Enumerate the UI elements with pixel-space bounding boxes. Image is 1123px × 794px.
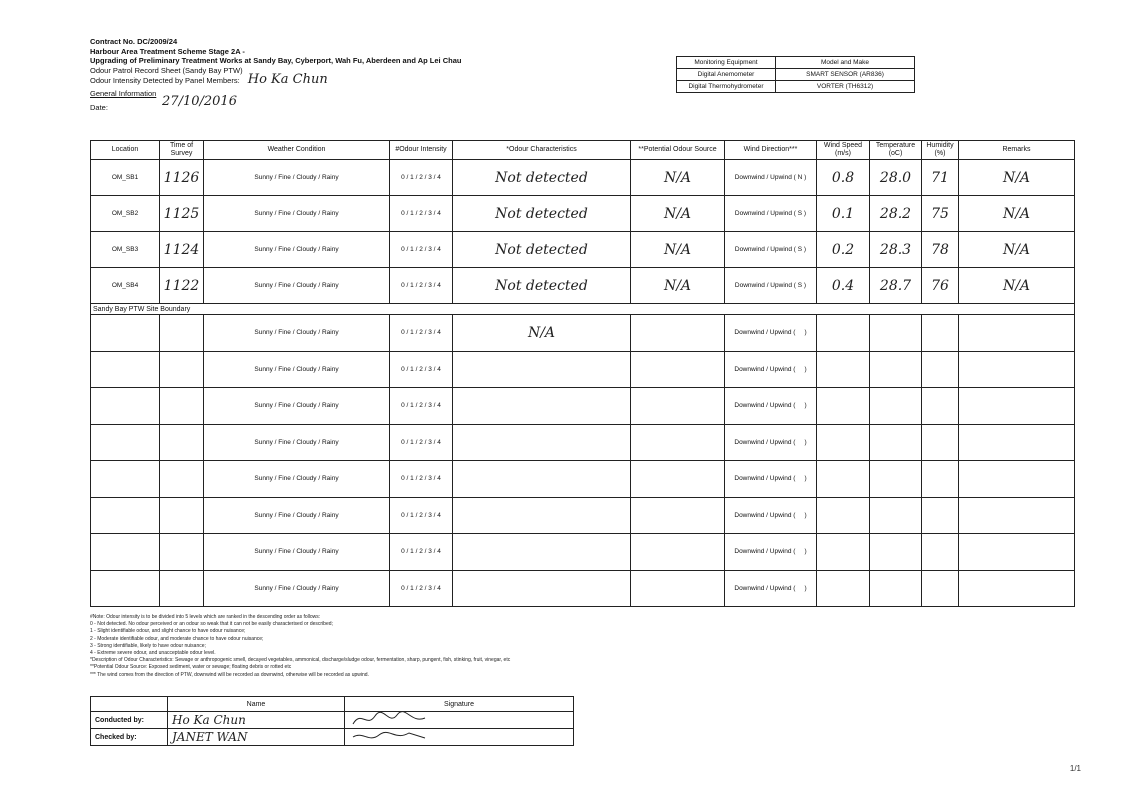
temperature-cell: 28.2 xyxy=(870,196,922,232)
wind-direction-cell: Downwind / Upwind ( S ) xyxy=(725,268,817,304)
wind-speed-cell: 0.1 xyxy=(817,196,870,232)
col-wind-speed: Wind Speed (m/s) xyxy=(817,141,870,160)
table-row xyxy=(91,315,1075,352)
name-header: Name xyxy=(168,697,345,712)
time-cell: 1125 xyxy=(160,196,204,232)
intensity-cell: 0 / 1 / 2 / 3 / 4 xyxy=(390,232,453,268)
characteristics-cell: Not detected xyxy=(453,268,631,304)
characteristics-cell xyxy=(453,388,631,425)
source-cell: N/A xyxy=(631,160,725,196)
note-line: 3 - Strong identifiable, likely to have odour nuisance; xyxy=(90,642,206,649)
table-row xyxy=(91,424,1075,461)
date-label: Date: xyxy=(90,103,108,112)
characteristics-cell xyxy=(453,497,631,534)
time-cell: 1126 xyxy=(160,160,204,196)
footnotes xyxy=(90,614,510,679)
equipment-name: Digital Anemometer xyxy=(677,69,776,81)
conducted-by-name: Ho Ka Chun xyxy=(168,712,345,729)
characteristics-cell xyxy=(453,351,631,388)
wind-direction-cell: Downwind / Upwind ( ) xyxy=(725,315,817,352)
equipment-model: SMART SENSOR (AR836) xyxy=(776,69,915,81)
wind-speed-cell: 0.4 xyxy=(817,268,870,304)
conducted-by-label: Conducted by: xyxy=(91,712,168,729)
section-row xyxy=(91,304,1075,315)
weather-cell: Sunny / Fine / Cloudy / Rainy xyxy=(204,388,390,425)
wind-direction-cell: Downwind / Upwind ( ) xyxy=(725,388,817,425)
intensity-cell: 0 / 1 / 2 / 3 / 4 xyxy=(390,160,453,196)
intensity-cell: 0 / 1 / 2 / 3 / 4 xyxy=(390,268,453,304)
panel-members-value: Ho Ka Chun xyxy=(247,72,328,87)
col-source: **Potential Odour Source xyxy=(631,141,725,160)
col-weather: Weather Condition xyxy=(204,141,390,160)
table-row xyxy=(91,461,1075,498)
col-humidity: Humidity (%) xyxy=(922,141,959,160)
wind-direction-cell: Downwind / Upwind ( ) xyxy=(725,534,817,571)
remarks-cell: N/A xyxy=(959,160,1075,196)
intensity-cell: 0 / 1 / 2 / 3 / 4 xyxy=(390,424,453,461)
wind-direction-cell: Downwind / Upwind ( S ) xyxy=(725,232,817,268)
intensity-cell: 0 / 1 / 2 / 3 / 4 xyxy=(390,570,453,607)
equipment-model: VORTER (TH6312) xyxy=(776,81,915,93)
wind-direction-cell: Downwind / Upwind ( ) xyxy=(725,461,817,498)
time-cell: 1124 xyxy=(160,232,204,268)
table-row xyxy=(91,497,1075,534)
general-info-heading: General Information xyxy=(90,88,157,98)
checked-by-signature xyxy=(345,729,574,746)
wind-speed-cell: 0.8 xyxy=(817,160,870,196)
wind-direction-cell: Downwind / Upwind ( ) xyxy=(725,570,817,607)
wind-direction-cell: Downwind / Upwind ( ) xyxy=(725,351,817,388)
table-row xyxy=(91,570,1075,607)
checked-by-name: JANET WAN xyxy=(168,729,345,746)
conducted-by-signature xyxy=(345,712,574,729)
table-header-row xyxy=(91,141,1075,160)
wind-direction-cell: Downwind / Upwind ( ) xyxy=(725,424,817,461)
note-line: *** The wind comes from the direction of PTW, downwind will be recorded as downwind, otherwise will be recorded as upwind. xyxy=(90,671,369,678)
signoff-table xyxy=(90,696,574,746)
humidity-cell: 78 xyxy=(922,232,959,268)
temperature-cell: 28.3 xyxy=(870,232,922,268)
table-row xyxy=(91,388,1075,425)
model-header: Model and Make xyxy=(776,57,915,69)
weather-cell: Sunny / Fine / Cloudy / Rainy xyxy=(204,497,390,534)
panel-members-label: Odour Intensity Detected by Panel Members: Ho Ka Chun xyxy=(90,72,328,87)
weather-cell: Sunny / Fine / Cloudy / Rainy xyxy=(204,534,390,571)
humidity-cell: 76 xyxy=(922,268,959,304)
col-characteristics: *Odour Characteristics xyxy=(453,141,631,160)
table-row xyxy=(91,160,1075,196)
note-line: *Description of Odour Characteristics: Sewage or anthropogenic smell, decayed vegetables, ammonical, discharge/sludge odour, fermentation, sharp, pungent, fish, stinking, fruit, vinegar, etc xyxy=(90,657,511,664)
wind-direction-cell: Downwind / Upwind ( ) xyxy=(725,497,817,534)
location-cell: OM_SB1 xyxy=(91,160,160,196)
note-line: 1 - Slight identifiable odour, and slight chance to have odour nuisance; xyxy=(90,628,246,635)
col-location: Location xyxy=(91,141,160,160)
signature-header: Signature xyxy=(345,697,574,712)
temperature-cell: 28.7 xyxy=(870,268,922,304)
note-line: 2 - Moderate identifiable odour, and moderate chance to have odour nuisance; xyxy=(90,635,264,642)
equipment-table xyxy=(676,56,915,93)
page-number: 1/1 xyxy=(1069,764,1081,773)
characteristics-cell xyxy=(453,534,631,571)
weather-cell: Sunny / Fine / Cloudy / Rainy xyxy=(204,461,390,498)
intensity-cell: 0 / 1 / 2 / 3 / 4 xyxy=(390,461,453,498)
characteristics-cell: N/A xyxy=(453,315,631,352)
location-cell: OM_SB4 xyxy=(91,268,160,304)
signature-scribble xyxy=(349,729,429,743)
weather-cell: Sunny / Fine / Cloudy / Rainy xyxy=(204,315,390,352)
characteristics-cell: Not detected xyxy=(453,160,631,196)
intensity-cell: 0 / 1 / 2 / 3 / 4 xyxy=(390,196,453,232)
equipment-header: Monitoring Equipment xyxy=(677,57,776,69)
weather-cell: Sunny / Fine / Cloudy / Rainy xyxy=(204,570,390,607)
signature-scribble xyxy=(349,712,429,726)
weather-cell: Sunny / Fine / Cloudy / Rainy xyxy=(204,268,390,304)
wind-speed-cell: 0.2 xyxy=(817,232,870,268)
weather-cell: Sunny / Fine / Cloudy / Rainy xyxy=(204,232,390,268)
weather-cell: Sunny / Fine / Cloudy / Rainy xyxy=(204,160,390,196)
col-temperature: Temperature (oC) xyxy=(870,141,922,160)
source-cell: N/A xyxy=(631,196,725,232)
col-wind-direction: Wind Direction*** xyxy=(725,141,817,160)
contract-number: Contract No. DC/2009/24 xyxy=(90,37,178,46)
humidity-cell: 71 xyxy=(922,160,959,196)
time-cell: 1122 xyxy=(160,268,204,304)
weather-cell: Sunny / Fine / Cloudy / Rainy xyxy=(204,424,390,461)
document-header xyxy=(90,37,461,113)
note-line: 4 - Extreme severe odour, and unacceptable odour level. xyxy=(90,650,216,657)
remarks-cell: N/A xyxy=(959,232,1075,268)
source-cell: N/A xyxy=(631,268,725,304)
table-row xyxy=(91,534,1075,571)
characteristics-cell: Not detected xyxy=(453,232,631,268)
weather-cell: Sunny / Fine / Cloudy / Rainy xyxy=(204,351,390,388)
intensity-cell: 0 / 1 / 2 / 3 / 4 xyxy=(390,315,453,352)
table-row xyxy=(91,351,1075,388)
remarks-cell: N/A xyxy=(959,196,1075,232)
intensity-cell: 0 / 1 / 2 / 3 / 4 xyxy=(390,534,453,571)
characteristics-cell xyxy=(453,461,631,498)
col-remarks: Remarks xyxy=(959,141,1075,160)
source-cell: N/A xyxy=(631,232,725,268)
intensity-cell: 0 / 1 / 2 / 3 / 4 xyxy=(390,351,453,388)
weather-cell: Sunny / Fine / Cloudy / Rainy xyxy=(204,196,390,232)
temperature-cell: 28.0 xyxy=(870,160,922,196)
odour-patrol-table xyxy=(90,140,1075,607)
note-line: 0 - Not detected. No odour perceived or an odour so weak that it can not be easily characterised or described; xyxy=(90,621,333,628)
table-row xyxy=(91,196,1075,232)
upgrading-title: Upgrading of Preliminary Treatment Works at Sandy Bay, Cyberport, Wah Fu, Aberdeen and Ap Lei Chau xyxy=(90,56,462,65)
table-row xyxy=(91,232,1075,268)
note-line: **Potential Odour Source: Exposed sediment, water or sewage; floating debris or rotted etc xyxy=(90,664,292,671)
scheme-title: Harbour Area Treatment Scheme Stage 2A - xyxy=(90,46,245,56)
date-value: 27/10/2016 xyxy=(162,94,237,109)
table-row xyxy=(91,268,1075,304)
checked-by-label: Checked by: xyxy=(91,729,168,746)
characteristics-cell: Not detected xyxy=(453,196,631,232)
wind-direction-cell: Downwind / Upwind ( S ) xyxy=(725,196,817,232)
characteristics-cell xyxy=(453,424,631,461)
col-time: Time of Survey xyxy=(160,141,204,160)
wind-direction-cell: Downwind / Upwind ( N ) xyxy=(725,160,817,196)
record-sheet-title: Odour Patrol Record Sheet (Sandy Bay PTW) xyxy=(90,65,243,75)
note-line: #Note: Odour intensity is to be divided into 5 levels which are ranked in the descending order as follows: xyxy=(90,614,321,620)
date-row xyxy=(90,94,461,113)
col-intensity: #Odour Intensity xyxy=(390,141,453,160)
equipment-name: Digital Thermohydrometer xyxy=(677,81,776,93)
location-cell: OM_SB2 xyxy=(91,196,160,232)
humidity-cell: 75 xyxy=(922,196,959,232)
intensity-cell: 0 / 1 / 2 / 3 / 4 xyxy=(390,388,453,425)
location-cell: OM_SB3 xyxy=(91,232,160,268)
intensity-cell: 0 / 1 / 2 / 3 / 4 xyxy=(390,497,453,534)
remarks-cell: N/A xyxy=(959,268,1075,304)
characteristics-cell xyxy=(453,570,631,607)
section-label: Sandy Bay PTW Site Boundary xyxy=(91,304,1075,315)
